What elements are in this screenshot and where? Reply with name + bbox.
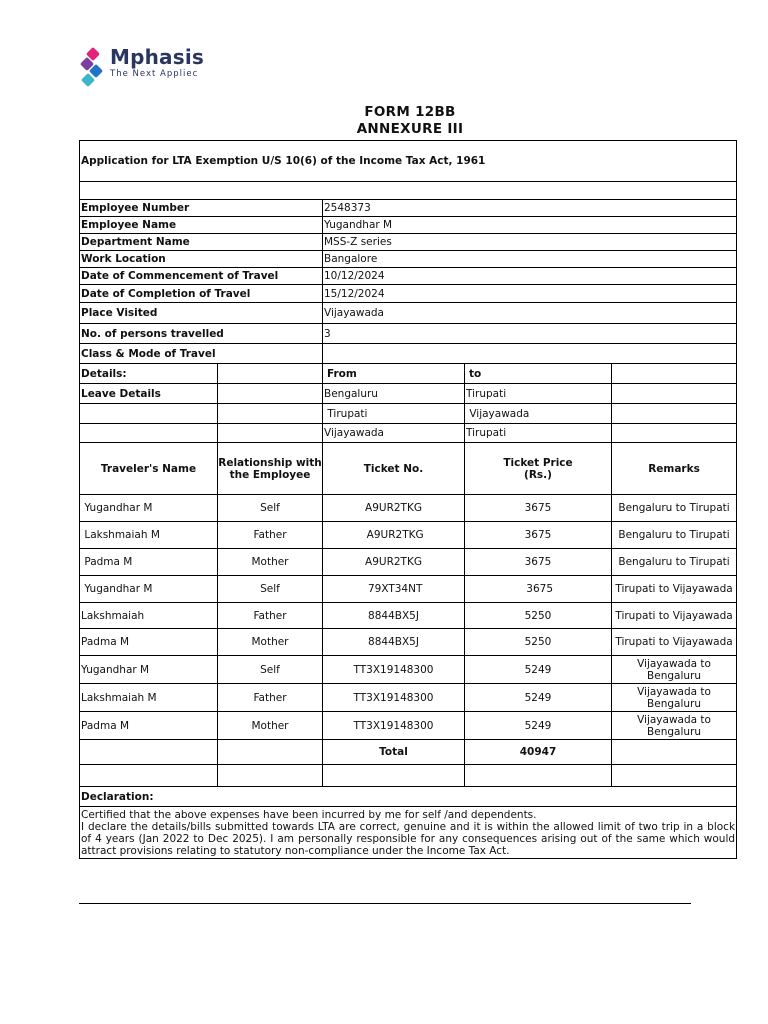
form-subtitle: ANNEXURE III xyxy=(356,121,464,137)
traveler-ticket: A9UR2TKG xyxy=(323,495,465,522)
traveler-row xyxy=(80,549,737,576)
traveler-row xyxy=(80,629,737,656)
traveler-relationship: Mother xyxy=(218,629,323,656)
field-value: 15/12/2024 xyxy=(323,285,737,303)
field-value: 2548373 xyxy=(323,200,737,217)
signature-line xyxy=(79,903,691,904)
declaration-line-1: Certified that the above expenses have been incurred by me for self /and dependents. xyxy=(81,809,537,821)
application-heading: Application for LTA Exemption U/S 10(6) of the Income Tax Act, 1961 xyxy=(80,141,737,182)
traveler-name: Yugandhar M xyxy=(80,576,218,603)
employee-row xyxy=(80,200,737,217)
logo-tagline: The Next Appliec xyxy=(110,69,199,79)
traveler-price: 3675 xyxy=(465,495,612,522)
total-value: 40947 xyxy=(465,740,612,765)
traveler-row xyxy=(80,522,737,549)
field-value: MSS-Z series xyxy=(323,234,737,251)
declaration-line-2: I declare the details/bills submitted towards LTA are correct, genuine and it is within the allowed limit of two trip in a block of 4 years (Jan 2022 to Dec 2025). I am personally responsible for any consequences arising out of the same which would attract provisions relating to statutory non-compliance under the Income Tax Act. xyxy=(81,821,736,857)
traveler-price: 5250 xyxy=(465,603,612,629)
traveler-relationship: Father xyxy=(218,603,323,629)
employee-row xyxy=(80,234,737,251)
leave-row xyxy=(80,384,737,404)
field-label: Place Visited xyxy=(80,303,323,324)
traveler-row xyxy=(80,712,737,740)
traveler-price: 3675 xyxy=(465,549,612,576)
declaration-text xyxy=(80,807,737,859)
traveler-ticket: 8844BX5J xyxy=(323,629,465,656)
leave-to: Tirupati xyxy=(465,384,612,404)
application-heading-row xyxy=(80,141,737,182)
traveler-header-row xyxy=(80,443,737,495)
declaration-header-row xyxy=(80,787,737,807)
field-label: Department Name xyxy=(80,234,323,251)
traveler-remarks: Bengaluru to Tirupati xyxy=(612,549,737,576)
employee-row xyxy=(80,268,737,285)
traveler-relationship: Mother xyxy=(218,712,323,740)
traveler-ticket: TT3X19148300 xyxy=(323,684,465,712)
traveler-row xyxy=(80,576,737,603)
col-header-remarks: Remarks xyxy=(612,443,737,495)
traveler-row xyxy=(80,684,737,712)
traveler-row xyxy=(80,656,737,684)
traveler-relationship: Father xyxy=(218,684,323,712)
mphasis-logo-icon xyxy=(79,45,107,91)
traveler-remarks: Vijayawada to Bengaluru xyxy=(612,712,737,740)
leave-from: Bengaluru xyxy=(323,384,465,404)
traveler-name: Yugandhar M xyxy=(80,495,218,522)
employee-row xyxy=(80,303,737,324)
field-value: Vijayawada xyxy=(323,303,737,324)
field-value: Bangalore xyxy=(323,251,737,268)
traveler-name: Padma M xyxy=(80,629,218,656)
leave-from: Tirupati xyxy=(323,404,465,424)
traveler-ticket: 8844BX5J xyxy=(323,603,465,629)
total-row xyxy=(80,740,737,765)
to-header: to xyxy=(465,364,612,384)
field-label: Class & Mode of Travel xyxy=(80,344,323,364)
col-header-relationship: Relationship with the Employee xyxy=(218,443,323,495)
traveler-relationship: Self xyxy=(218,576,323,603)
leave-from: Vijayawada xyxy=(323,424,465,443)
col-header-price: Ticket Price (Rs.) xyxy=(465,443,612,495)
employee-row xyxy=(80,217,737,234)
field-value: 3 xyxy=(323,324,737,344)
traveler-remarks: Vijayawada to Bengaluru xyxy=(612,656,737,684)
traveler-price: 3675 xyxy=(465,522,612,549)
traveler-remarks: Bengaluru to Tirupati xyxy=(612,522,737,549)
traveler-ticket: TT3X19148300 xyxy=(323,656,465,684)
traveler-row xyxy=(80,495,737,522)
traveler-remarks: Tirupati to Vijayawada xyxy=(612,603,737,629)
lta-form-table xyxy=(79,140,737,859)
traveler-name: Lakshmaiah M xyxy=(80,684,218,712)
field-value: 10/12/2024 xyxy=(323,268,737,285)
blank-row xyxy=(80,182,737,200)
traveler-relationship: Father xyxy=(218,522,323,549)
employee-row xyxy=(80,251,737,268)
traveler-relationship: Self xyxy=(218,495,323,522)
traveler-relationship: Mother xyxy=(218,549,323,576)
traveler-row xyxy=(80,603,737,629)
employee-row xyxy=(80,285,737,303)
field-label: Employee Number xyxy=(80,200,323,217)
col-header-ticket: Ticket No. xyxy=(323,443,465,495)
employee-row xyxy=(80,344,737,364)
leave-to: Vijayawada xyxy=(465,404,612,424)
traveler-name: Padma M xyxy=(80,549,218,576)
leave-row xyxy=(80,404,737,424)
field-label: Employee Name xyxy=(80,217,323,234)
logo-name: Mphasis xyxy=(110,45,205,69)
field-value xyxy=(323,344,737,364)
blank-row xyxy=(80,765,737,787)
traveler-price: 5249 xyxy=(465,684,612,712)
leave-row xyxy=(80,424,737,443)
declaration-label: Declaration: xyxy=(80,787,737,807)
traveler-remarks: Tirupati to Vijayawada xyxy=(612,576,737,603)
declaration-text-row xyxy=(80,807,737,859)
details-header-row xyxy=(80,364,737,384)
traveler-relationship: Self xyxy=(218,656,323,684)
form-title: FORM 12BB xyxy=(364,104,456,120)
traveler-name: Padma M xyxy=(80,712,218,740)
leave-details-label: Leave Details xyxy=(80,384,218,404)
field-label: No. of persons travelled xyxy=(80,324,323,344)
leave-to: Tirupati xyxy=(465,424,612,443)
field-label: Date of Commencement of Travel xyxy=(80,268,323,285)
traveler-remarks: Tirupati to Vijayawada xyxy=(612,629,737,656)
traveler-ticket: 79XT34NT xyxy=(323,576,465,603)
from-header: From xyxy=(323,364,465,384)
employee-row xyxy=(80,324,737,344)
traveler-ticket: A9UR2TKG xyxy=(323,522,465,549)
traveler-price: 5250 xyxy=(465,629,612,656)
traveler-price: 3675 xyxy=(465,576,612,603)
traveler-remarks: Vijayawada to Bengaluru xyxy=(612,684,737,712)
field-label: Work Location xyxy=(80,251,323,268)
traveler-name: Yugandhar M xyxy=(80,656,218,684)
traveler-ticket: TT3X19148300 xyxy=(323,712,465,740)
company-logo xyxy=(79,45,204,91)
traveler-ticket: A9UR2TKG xyxy=(323,549,465,576)
field-label: Date of Completion of Travel xyxy=(80,285,323,303)
field-value: Yugandhar M xyxy=(323,217,737,234)
details-label: Details: xyxy=(80,364,218,384)
traveler-name: Lakshmaiah xyxy=(80,603,218,629)
traveler-name: Lakshmaiah M xyxy=(80,522,218,549)
traveler-price: 5249 xyxy=(465,656,612,684)
total-label: Total xyxy=(323,740,465,765)
traveler-price: 5249 xyxy=(465,712,612,740)
col-header-name: Traveler's Name xyxy=(80,443,218,495)
traveler-remarks: Bengaluru to Tirupati xyxy=(612,495,737,522)
